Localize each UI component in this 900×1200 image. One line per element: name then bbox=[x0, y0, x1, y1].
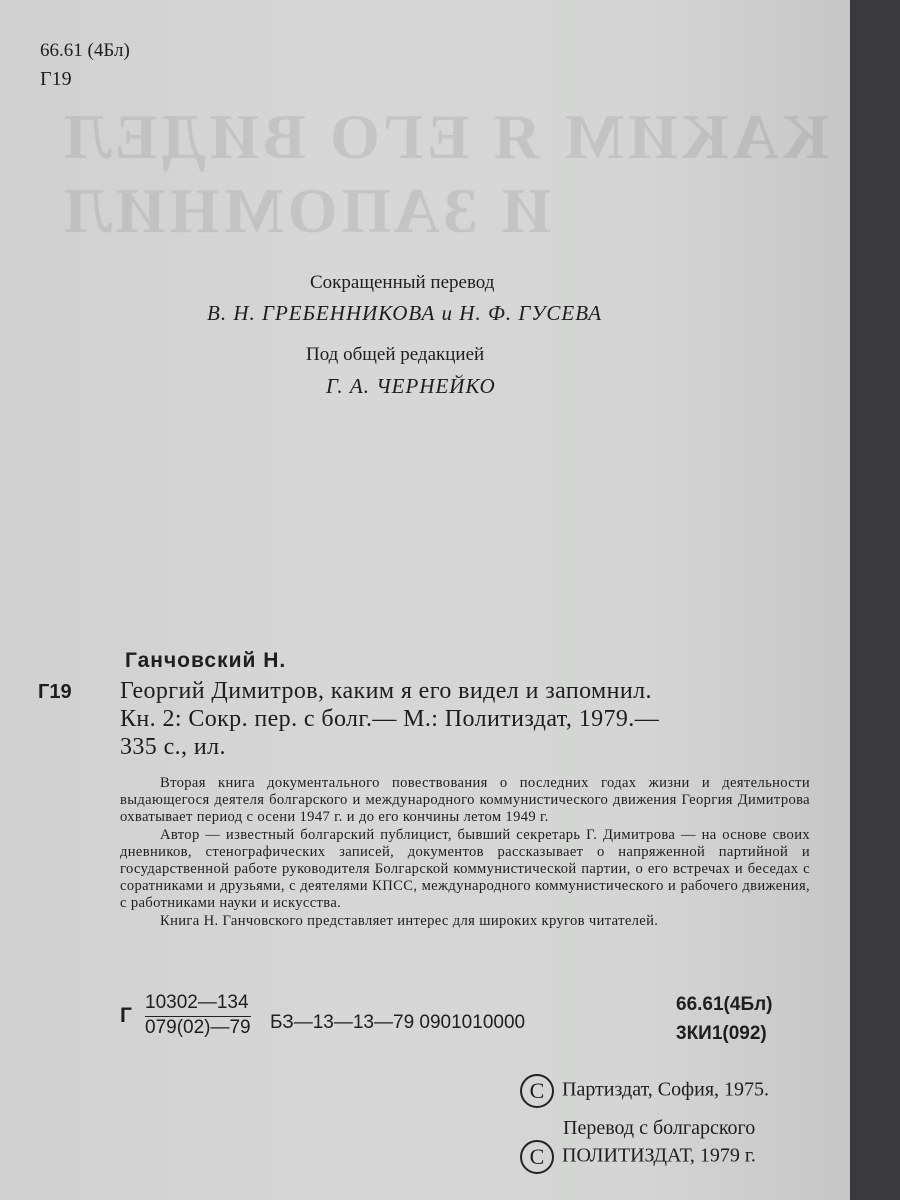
copyright-2 bbox=[520, 1140, 756, 1174]
editor: Г. А. ЧЕРНЕЙКО bbox=[326, 374, 496, 398]
bib-line-1: Георгий Димитров, каким я его видел и запомнил. bbox=[120, 678, 652, 704]
annotation-paragraph-2: Автор — известный болгарский публицист, бывший секретарь Г. Димитрова — на основе своих дневников, стенографических записей, документов рассказывает о напряженной партийной и государственной работе руководителя Болгарской коммунистической партии, о его встречах и беседах с соратниками и друзьями, с деятелями КПСС, международного коммунистического и рабочего движения, с работниками науки и искусства. bbox=[120, 826, 810, 912]
copyright-1 bbox=[520, 1074, 769, 1108]
bleed-through-text: КАКИМ Я ЕГО ВИДЕЛ И ЗАПОМНИЛ bbox=[60, 101, 830, 246]
translators: В. Н. ГРЕБЕННИКОВА и Н. Ф. ГУСЕВА bbox=[207, 301, 603, 325]
translation-label: Сокращенный перевод bbox=[310, 272, 495, 293]
bbk-code-1: 66.61(4Бл) bbox=[676, 994, 773, 1015]
catalog-numerator: 10302—134 bbox=[145, 992, 251, 1017]
catalog-letter: Г bbox=[120, 1004, 132, 1027]
bib-line-3: 335 с., ил. bbox=[120, 734, 226, 760]
bib-line-2: Кн. 2: Сокр. пер. с болг.— М.: Политиздат, 1979.— bbox=[120, 706, 660, 732]
catalog-series: БЗ—13—13—79 0901010000 bbox=[270, 1012, 526, 1033]
editor-label: Под общей редакцией bbox=[306, 344, 485, 365]
author-mark: Г19 bbox=[40, 68, 72, 90]
copyright-translation: Перевод с болгарского bbox=[563, 1117, 756, 1139]
copyright-1-text: Партиздат, София, 1975. bbox=[562, 1078, 770, 1101]
copyright-2-text: ПОЛИТИЗДАТ, 1979 г. bbox=[562, 1144, 756, 1167]
bbk-code-2: 3КИ1(092) bbox=[676, 1023, 767, 1044]
annotation-paragraph-3: Книга Н. Ганчовского представляет интерес для широких кругов читателей. bbox=[160, 912, 659, 929]
catalog-fraction bbox=[145, 992, 251, 1039]
copyright-icon: C bbox=[520, 1140, 554, 1174]
index-mark: Г19 bbox=[38, 681, 72, 703]
copyright-icon: C bbox=[520, 1074, 554, 1108]
catalog-denominator: 079(02)—79 bbox=[145, 1017, 251, 1038]
annotation bbox=[120, 775, 810, 930]
author-heading: Ганчовский Н. bbox=[125, 649, 287, 672]
annotation-paragraph-1: Вторая книга документального повествования о последних годах жизни и деятельности выдающегося деятеля болгарского и международного коммунистического движения Георгия Димитрова охватывает период с осени 1947 г. и до его кончины летом 1949 г. bbox=[120, 775, 810, 826]
classification-code: 66.61 (4Бл) bbox=[40, 40, 130, 61]
